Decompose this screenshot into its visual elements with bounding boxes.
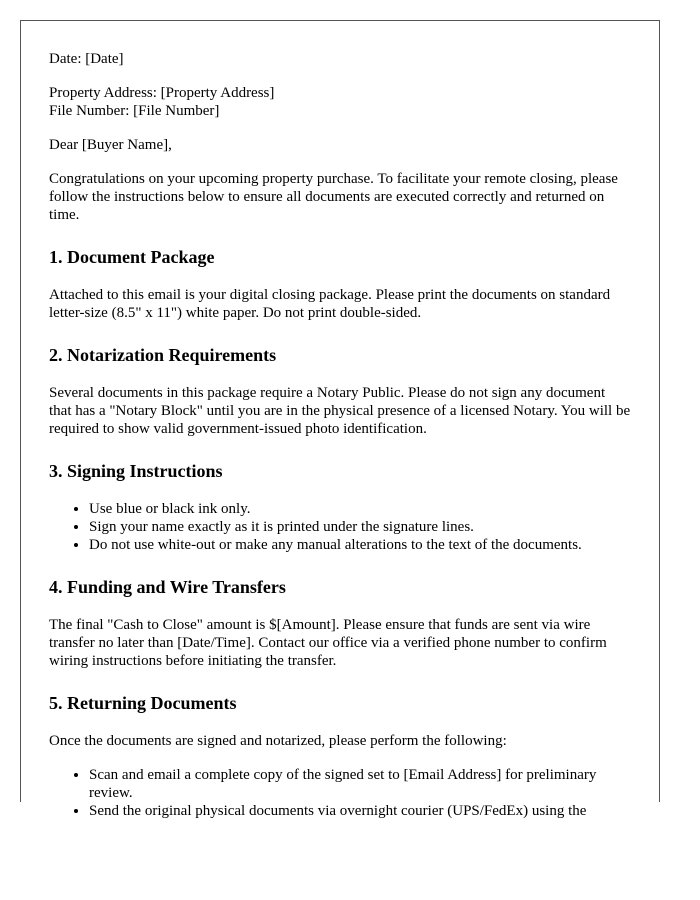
signing-instructions-list — [49, 500, 631, 554]
list-item: • Send the original physical documents via overnight courier (UPS/FedEx) using the — [89, 802, 631, 820]
section-heading-document-package: 1. Document Package — [49, 247, 215, 267]
intro-paragraph: Congratulations on your upcoming property purchase. To facilitate your remote closing, please follow the instructions below to ensure all documents are executed correctly and returned on time. — [49, 171, 618, 223]
returning-documents-list — [49, 766, 631, 820]
letter-page — [20, 20, 660, 819]
date-line: Date: [Date] — [49, 51, 124, 67]
section-heading-signing: 3. Signing Instructions — [49, 461, 223, 481]
salutation: Dear [Buyer Name], — [49, 137, 172, 153]
section-heading-notarization: 2. Notarization Requirements — [49, 345, 277, 365]
list-item: • Sign your name exactly as it is printed under the signature lines. — [89, 518, 631, 536]
list-item: • Scan and email a complete copy of the signed set to [Email Address] for preliminary review. — [89, 766, 631, 802]
section-body-funding: The final "Cash to Close" amount is $[Amount]. Please ensure that funds are sent via wire transfer no later than [Date/Time]. Contact our office via a verified phone number to confirm wiring instructions before initiating the transfer. — [49, 617, 607, 669]
property-address: Property Address: [Property Address] — [49, 85, 275, 101]
address-block — [49, 84, 631, 120]
letter-content — [21, 21, 659, 820]
section-body-notarization: Several documents in this package require a Notary Public. Please do not sign any document that has a "Notary Block" until you are in the physical presence of a licensed Notary. You will be required to show valid government-issued photo identification. — [49, 385, 631, 437]
list-item: • Do not use white-out or make any manual alterations to the text of the documents. — [89, 536, 631, 554]
section-body-document-package: Attached to this email is your digital closing package. Please print the documents on standard letter-size (8.5" x 11") white paper. Do not print double-sided. — [49, 287, 611, 321]
section-heading-funding: 4. Funding and Wire Transfers — [49, 577, 286, 597]
list-item: • Use blue or black ink only. — [89, 500, 631, 518]
file-number: File Number: [File Number] — [49, 103, 220, 119]
section-heading-returning: 5. Returning Documents — [49, 693, 237, 713]
section-body-returning: Once the documents are signed and notarized, please perform the following: — [49, 733, 507, 749]
